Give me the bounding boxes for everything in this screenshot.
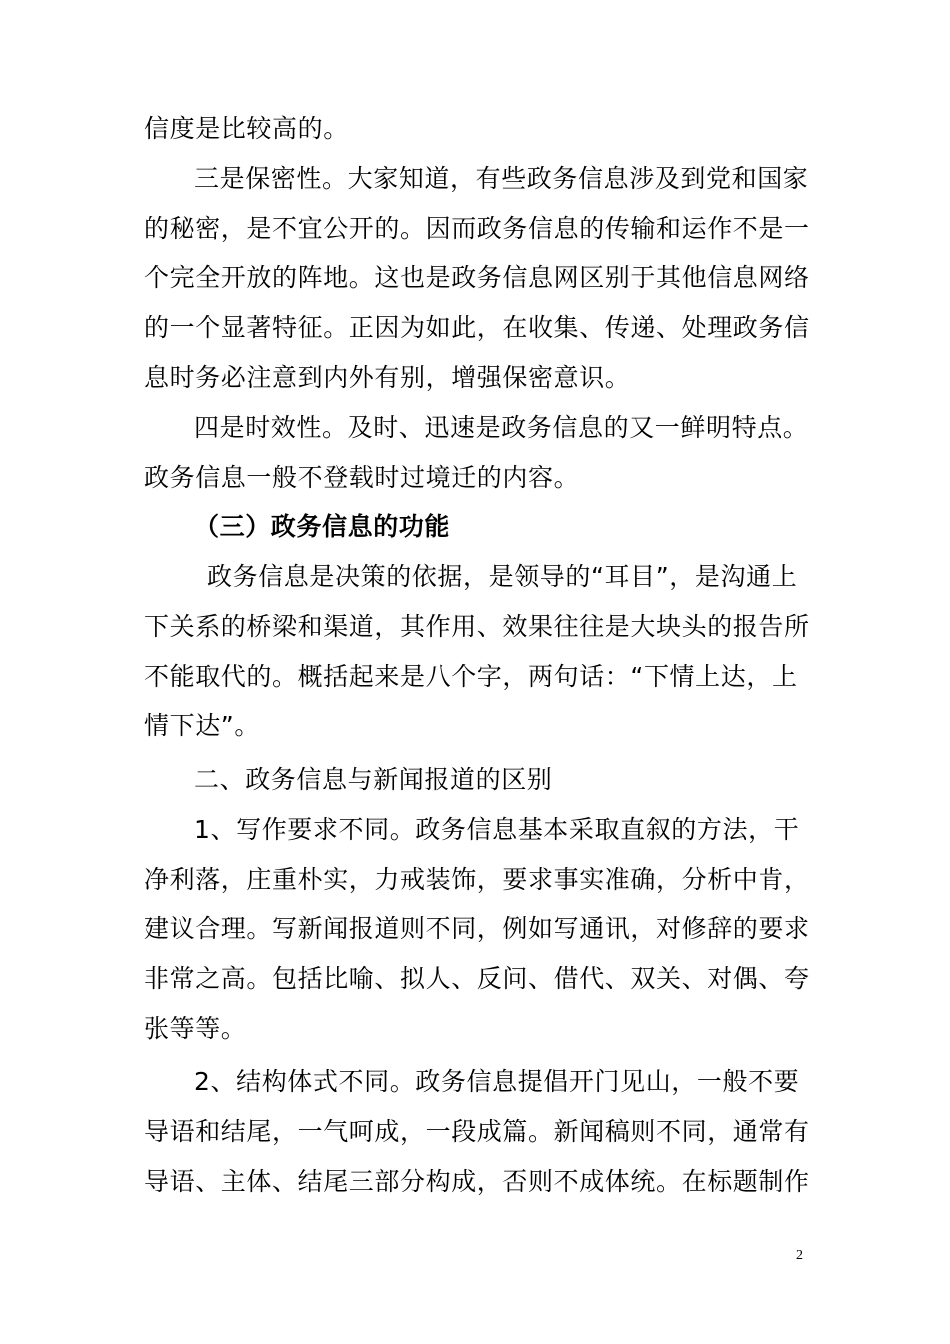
- section-heading: 二、政务信息与新闻报道的区别: [194, 765, 553, 794]
- text-line: 导语、主体、结尾三部分构成，否则不成体统。在标题制作: [144, 1167, 810, 1196]
- text-line: 的一个显著特征。正因为如此，在收集、传递、处理政务信: [144, 313, 810, 342]
- text-line: 政务信息一般不登载时过境迁的内容。: [144, 463, 580, 492]
- text-line: 不能取代的。概括起来是八个字，两句话：“下情上达，上: [144, 662, 798, 691]
- text-line: 息时务必注意到内外有别，增强保密意识。: [144, 363, 631, 392]
- text-line: 的秘密，是不宜公开的。因而政务信息的传输和运作不是一: [144, 214, 810, 243]
- text-line: 张等等。: [144, 1014, 247, 1043]
- text-line: 情下达”。: [144, 711, 260, 740]
- paragraph-first-line: 1、写作要求不同。政务信息基本采取直叙的方法，干: [194, 815, 800, 844]
- text-line: 个完全开放的阵地。这也是政务信息网区别于其他信息网络: [144, 263, 810, 292]
- text-line: 导语和结尾，一气呵成，一段成篇。新闻稿则不同，通常有: [144, 1117, 810, 1146]
- section-heading: （三）政务信息的功能: [194, 512, 451, 541]
- text-line: 净利落，庄重朴实，力戒装饰，要求事实准确，分析中肯，: [144, 865, 810, 894]
- text-line: 建议合理。写新闻报道则不同，例如写通讯，对修辞的要求: [144, 914, 810, 943]
- text-line: 信度是比较高的。: [144, 114, 349, 143]
- paragraph-first-line: 政务信息是决策的依据，是领导的“耳目”，是沟通上: [207, 562, 798, 591]
- page-number: 2: [796, 1248, 803, 1263]
- paragraph-first-line: 三是保密性。大家知道，有些政务信息涉及到党和国家: [194, 164, 809, 193]
- paragraph-first-line: 2、结构体式不同。政务信息提倡开门见山，一般不要: [194, 1067, 800, 1096]
- text-line: 非常之高。包括比喻、拟人、反问、借代、双关、对偶、夸: [144, 964, 810, 993]
- text-line: 下关系的桥梁和渠道，其作用、效果往往是大块头的报告所: [144, 612, 810, 641]
- paragraph-first-line: 四是时效性。及时、迅速是政务信息的又一鲜明特点。: [194, 413, 809, 442]
